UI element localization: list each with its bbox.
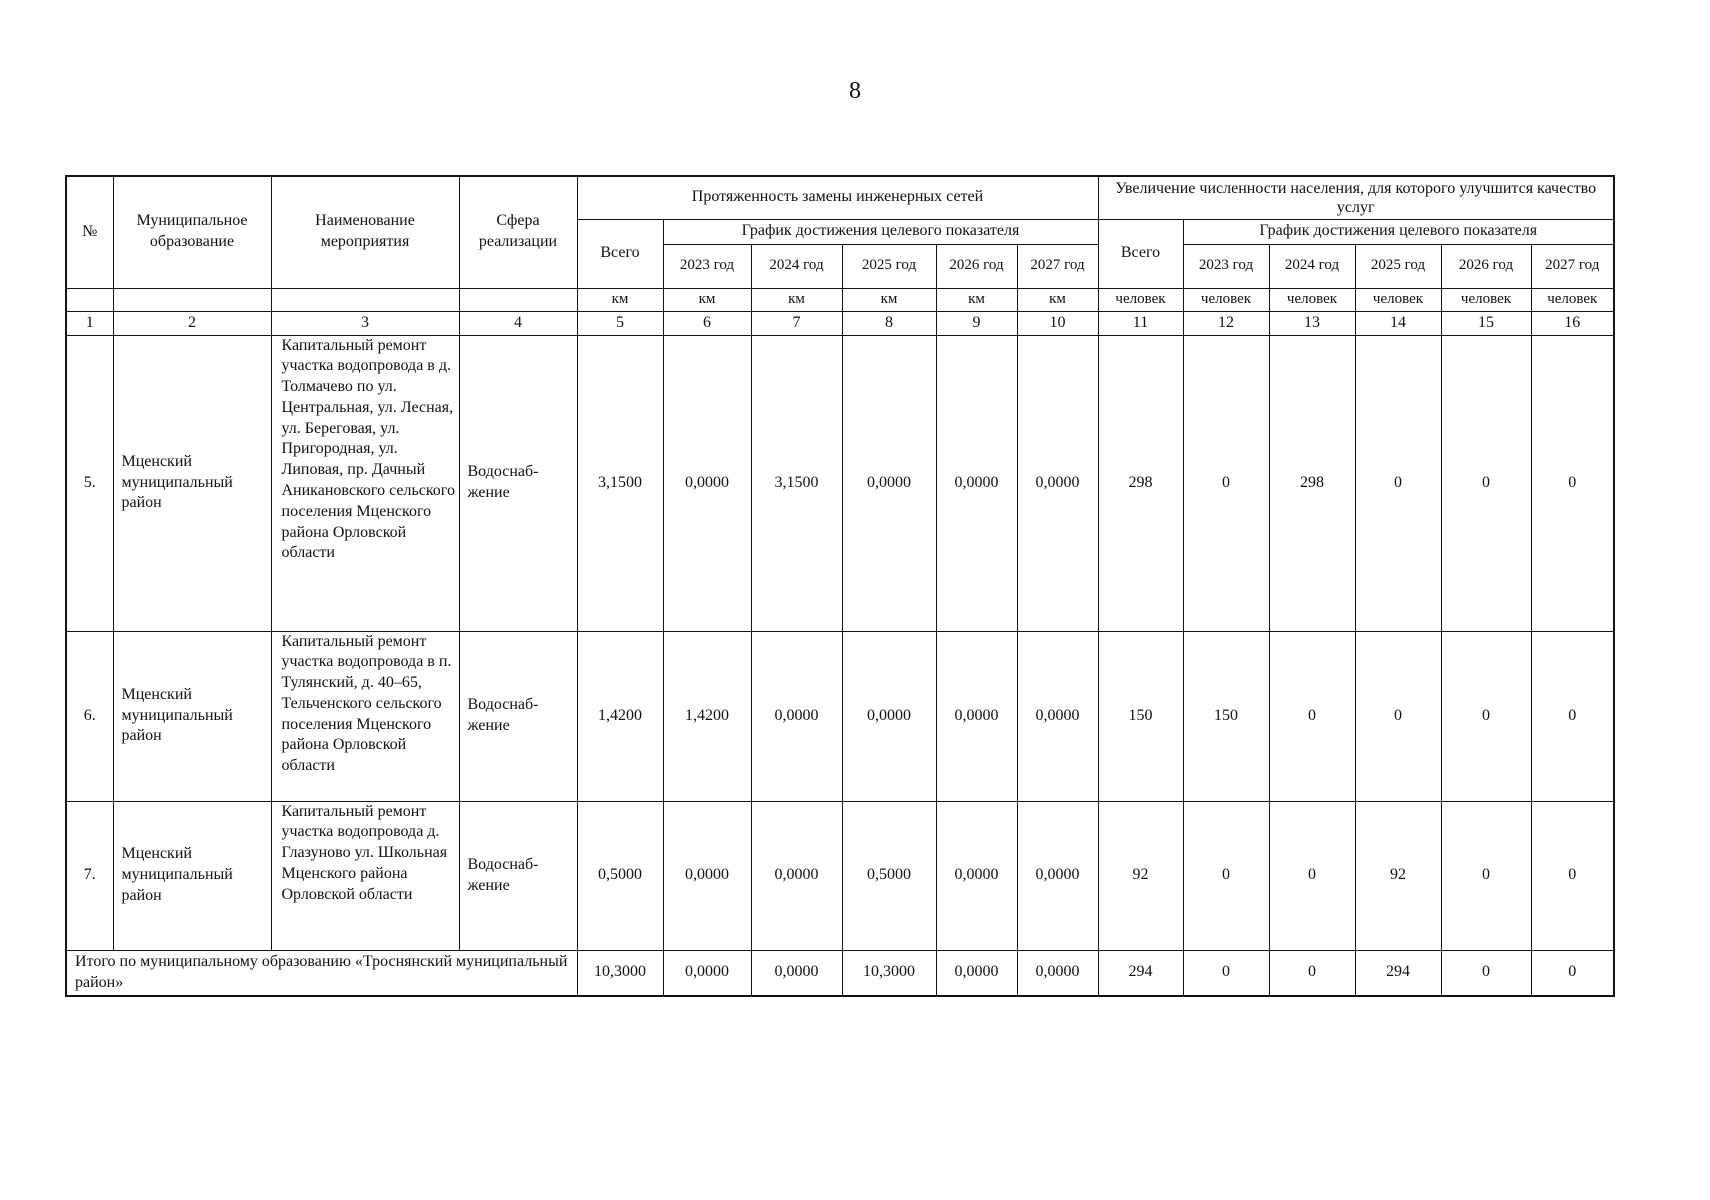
unit-km: км [936,288,1017,311]
header-people-year: 2025 год [1355,244,1441,288]
row-people-2027: 0 [1531,631,1614,801]
total-label: Итого по муниципальному образованию «Троснянский муниципальный район» [66,950,577,996]
unit-cell [66,288,113,311]
unit-km: км [842,288,936,311]
row-people-2025: 0 [1355,335,1441,631]
column-number: 1 [66,311,113,335]
row-people-2026: 0 [1441,335,1531,631]
header-people-year: 2024 год [1269,244,1355,288]
column-number: 4 [459,311,577,335]
row-km-2023: 0,0000 [663,801,751,950]
row-people-2024: 0 [1269,631,1355,801]
header-people-year: 2026 год [1441,244,1531,288]
table-row [66,335,1614,631]
row-municipality: Мценский муниципальный район [113,631,271,801]
column-number: 10 [1017,311,1098,335]
row-km-total: 0,5000 [577,801,663,950]
header-no: № [66,176,113,288]
header-km-year: 2023 год [663,244,751,288]
header-population-group: Увеличение численности населения, для которого улучшится качество услуг [1098,176,1614,219]
unit-people: человек [1098,288,1183,311]
row-km-2025: 0,5000 [842,801,936,950]
row-km-2027: 0,0000 [1017,335,1098,631]
table-row [66,801,1614,950]
row-people-2027: 0 [1531,335,1614,631]
unit-people: человек [1183,288,1269,311]
header-people-total: Всего [1098,219,1183,288]
row-number: 6. [66,631,113,801]
total-people-total: 294 [1098,950,1183,996]
column-number: 6 [663,311,751,335]
row-people-2024: 298 [1269,335,1355,631]
row-km-2027: 0,0000 [1017,801,1098,950]
row-km-total: 3,1500 [577,335,663,631]
total-km-2024: 0,0000 [751,950,842,996]
unit-km: км [663,288,751,311]
column-number: 12 [1183,311,1269,335]
page-number: 8 [849,78,861,104]
row-km-2025: 0,0000 [842,631,936,801]
unit-cell [459,288,577,311]
column-number: 7 [751,311,842,335]
row-sphere: Водоснаб-жение [459,801,577,950]
row-municipality: Мценский муниципальный район [113,335,271,631]
row-event-name: Капитальный ремонт участка водопровода в п. Тулянский, д. 40–65, Тельченского сельского поселения Мценского района Орловской области [271,631,459,801]
column-number: 13 [1269,311,1355,335]
row-people-total: 150 [1098,631,1183,801]
column-number: 11 [1098,311,1183,335]
header-people-schedule: График достижения целевого показателя [1183,219,1614,244]
row-people-2026: 0 [1441,631,1531,801]
unit-people: человек [1269,288,1355,311]
row-people-total: 298 [1098,335,1183,631]
column-number: 2 [113,311,271,335]
row-number: 5. [66,335,113,631]
column-number: 5 [577,311,663,335]
header-sphere: Сфера реализации [459,176,577,288]
total-people-2026: 0 [1441,950,1531,996]
total-km-2026: 0,0000 [936,950,1017,996]
row-municipality: Мценский муниципальный район [113,801,271,950]
header-km-schedule: График достижения целевого показателя [663,219,1098,244]
unit-people: человек [1531,288,1614,311]
header-people-year: 2023 год [1183,244,1269,288]
column-number: 8 [842,311,936,335]
row-people-2027: 0 [1531,801,1614,950]
unit-people: человек [1441,288,1531,311]
row-people-2025: 92 [1355,801,1441,950]
row-event-name: Капитальный ремонт участка водопровода в д. Толмачево по ул. Центральная, ул. Лесная, ул. Береговая, ул. Пригородная, ул. Липовая, пр. Дачный Аникановского сельского поселения Мценского района Орловской области [271,335,459,631]
column-number: 14 [1355,311,1441,335]
column-number: 16 [1531,311,1614,335]
row-km-total: 1,4200 [577,631,663,801]
header-km-year: 2025 год [842,244,936,288]
row-people-2023: 0 [1183,335,1269,631]
header-people-year: 2027 год [1531,244,1614,288]
row-km-2024: 0,0000 [751,801,842,950]
unit-km: км [577,288,663,311]
row-people-2023: 150 [1183,631,1269,801]
unit-cell [271,288,459,311]
header-km-year: 2026 год [936,244,1017,288]
row-people-2025: 0 [1355,631,1441,801]
total-people-2025: 294 [1355,950,1441,996]
unit-people: человек [1355,288,1441,311]
header-km-total: Всего [577,219,663,288]
row-people-2024: 0 [1269,801,1355,950]
total-row [66,950,1614,996]
total-km-total: 10,3000 [577,950,663,996]
header-km-year: 2024 год [751,244,842,288]
row-sphere: Водоснаб-жение [459,335,577,631]
unit-km: км [1017,288,1098,311]
total-people-2024: 0 [1269,950,1355,996]
row-people-2023: 0 [1183,801,1269,950]
column-number: 15 [1441,311,1531,335]
data-table [65,175,1615,997]
total-people-2023: 0 [1183,950,1269,996]
header-event-name: Наименование мероприятия [271,176,459,288]
row-number: 7. [66,801,113,950]
column-number: 3 [271,311,459,335]
total-km-2023: 0,0000 [663,950,751,996]
total-km-2025: 10,3000 [842,950,936,996]
row-km-2027: 0,0000 [1017,631,1098,801]
header-length-group: Протяженность замены инженерных сетей [577,176,1098,219]
row-km-2026: 0,0000 [936,335,1017,631]
unit-cell [113,288,271,311]
row-km-2024: 0,0000 [751,631,842,801]
row-km-2023: 1,4200 [663,631,751,801]
row-km-2025: 0,0000 [842,335,936,631]
row-people-2026: 0 [1441,801,1531,950]
table-row [66,631,1614,801]
header-municipality: Муниципальное образование [113,176,271,288]
total-km-2027: 0,0000 [1017,950,1098,996]
header-km-year: 2027 год [1017,244,1098,288]
row-people-total: 92 [1098,801,1183,950]
row-km-2026: 0,0000 [936,631,1017,801]
row-km-2024: 3,1500 [751,335,842,631]
row-km-2023: 0,0000 [663,335,751,631]
row-event-name: Капитальный ремонт участка водопровода д. Глазуново ул. Школьная Мценского района Орловской области [271,801,459,950]
unit-km: км [751,288,842,311]
row-sphere: Водоснаб-жение [459,631,577,801]
row-km-2026: 0,0000 [936,801,1017,950]
total-people-2027: 0 [1531,950,1614,996]
column-number: 9 [936,311,1017,335]
